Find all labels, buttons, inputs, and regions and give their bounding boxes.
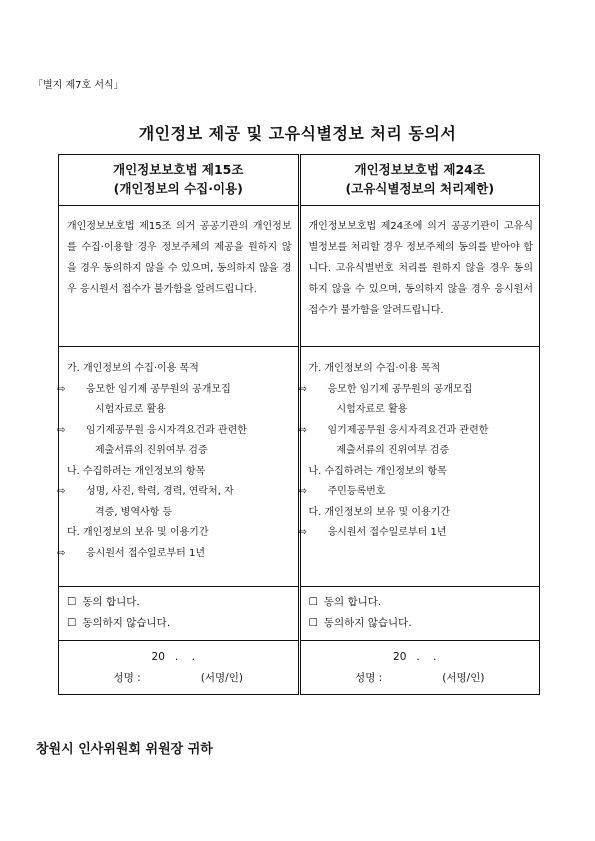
law-24-subtitle: (고유식별정보의 처리제한) xyxy=(345,181,495,196)
retention-heading: 다. 개인정보의 보유 및 이용기간 xyxy=(308,506,450,518)
law-24-purpose xyxy=(299,347,540,587)
signature-row xyxy=(59,641,540,695)
items-heading: 나. 수집하려는 개인정보의 항목 xyxy=(67,465,206,477)
retention-text: 응시원서 접수일로부터 1년 xyxy=(86,547,205,559)
arrow-icon: ⇨ xyxy=(57,547,66,559)
purpose-item-text: 임기제공무원 응시자격요건과 관련한 xyxy=(327,424,489,436)
collected-items-text: 주민등록번호 xyxy=(327,486,386,497)
arrow-icon: ⇨ xyxy=(298,424,307,436)
law-15-notice: 개인정보보호법 제15조 의거 공공기관의 개인정보를 수집·이용할 경우 정보주체의 제공을 원하지 않을 경우 동의하지 않을 수 있으며, 동의하지 않을 경우 응시원서 접수가 불가함을 알려드립니다. xyxy=(59,206,300,347)
disagree-label: 동의하지 않습니다. xyxy=(323,617,412,629)
retention-text: 응시원서 접수일로부터 1년 xyxy=(327,527,447,538)
arrow-icon: ⇨ xyxy=(57,486,66,497)
agree-label: 동의 합니다. xyxy=(323,596,382,608)
arrow-icon: ⇨ xyxy=(57,424,66,436)
purpose-item-text: 응모한 임기제 공무원의 공개모집 xyxy=(327,383,473,395)
agree-label: 동의 합니다. xyxy=(82,596,140,608)
purpose-item-text: 임기제공무원 응시자격요건과 관련한 xyxy=(86,424,247,436)
purpose-heading: 가. 개인정보의 수집·이용 목적 xyxy=(67,363,199,374)
name-signature-field[interactable]: 성명 : (서명/인) xyxy=(355,672,485,684)
arrow-icon: ⇨ xyxy=(298,486,307,497)
form-number-label: 「별지 제7호 서식」 xyxy=(33,80,124,91)
arrow-icon: ⇨ xyxy=(298,383,307,395)
law-15-title: 개인정보보호법 제15조 xyxy=(113,162,244,177)
disagree-option[interactable] xyxy=(309,613,540,634)
retention-period xyxy=(57,544,293,565)
law-24-title: 개인정보보호법 제24조 xyxy=(354,162,485,177)
arrow-icon: ⇨ xyxy=(298,527,307,538)
law-header-row xyxy=(59,155,540,206)
document-title: 개인정보 제공 및 고유식별정보 처리 동의서 xyxy=(138,124,457,143)
retention-heading: 다. 개인정보의 보유 및 이용기간 xyxy=(67,527,209,538)
name-signature-field[interactable]: 성명 : (서명/인) xyxy=(113,672,243,684)
retention-period xyxy=(298,523,535,544)
collected-items xyxy=(298,482,535,503)
law-24-notice: 개인정보보호법 제24조에 의거 공공기관이 고유식별정보를 처리할 경우 정보주체의 동의를 받아야 합니다. 고유식별번호 처리를 원하지 않을 경우 동의하지 않을 수 있으며, 동의하지 않을 경우 응시원서 접수가 불가함을 알려드립니다. xyxy=(299,206,540,347)
law-24-header xyxy=(299,155,540,206)
notice-row xyxy=(59,206,540,347)
agree-option[interactable] xyxy=(67,592,298,613)
purpose-item-continued: 제출서류의 진위여부 검증 xyxy=(95,445,208,456)
law-15-purpose xyxy=(59,347,300,587)
checkbox-icon[interactable]: ☐ xyxy=(308,617,318,629)
purpose-item-continued: 시험자료로 활용 xyxy=(95,404,166,415)
purpose-heading: 가. 개인정보의 수집·이용 목적 xyxy=(308,363,441,374)
law-24-signature xyxy=(299,641,540,695)
choice-row xyxy=(59,587,540,641)
purpose-row xyxy=(59,347,540,587)
purpose-item xyxy=(298,421,535,442)
purpose-item-continued: 제출서류의 진위여부 검증 xyxy=(336,445,450,456)
date-field[interactable]: 20 . . xyxy=(393,651,437,663)
recipient-line: 창원시 인사위원회 위원장 귀하 xyxy=(36,742,213,757)
disagree-label: 동의하지 않습니다. xyxy=(82,617,171,629)
purpose-item xyxy=(57,380,293,401)
checkbox-icon[interactable]: ☐ xyxy=(308,596,318,608)
disagree-option[interactable] xyxy=(67,613,298,634)
consent-table xyxy=(58,154,540,695)
law-15-signature xyxy=(59,641,300,695)
checkbox-icon[interactable]: ☐ xyxy=(67,596,77,608)
items-heading: 나. 수집하려는 개인정보의 항목 xyxy=(308,465,447,477)
law-24-choice xyxy=(299,587,540,641)
purpose-item xyxy=(57,421,293,442)
arrow-icon: ⇨ xyxy=(57,383,66,395)
purpose-item xyxy=(298,380,535,401)
law-15-header xyxy=(59,155,300,206)
law-15-subtitle: (개인정보의 수집·이용) xyxy=(113,181,243,196)
collected-items-text: 성명, 사진, 학력, 경력, 연락처, 자 xyxy=(86,486,234,497)
checkbox-icon[interactable]: ☐ xyxy=(67,617,77,629)
collected-items xyxy=(57,482,293,503)
collected-items-continued: 격증, 병역사항 등 xyxy=(95,506,173,518)
law-15-choice xyxy=(59,587,300,641)
agree-option[interactable] xyxy=(309,592,540,613)
purpose-item-text: 응모한 임기제 공무원의 공개모집 xyxy=(86,383,231,395)
purpose-item-continued: 시험자료로 활용 xyxy=(336,404,408,415)
date-field[interactable]: 20 . . xyxy=(151,651,195,663)
